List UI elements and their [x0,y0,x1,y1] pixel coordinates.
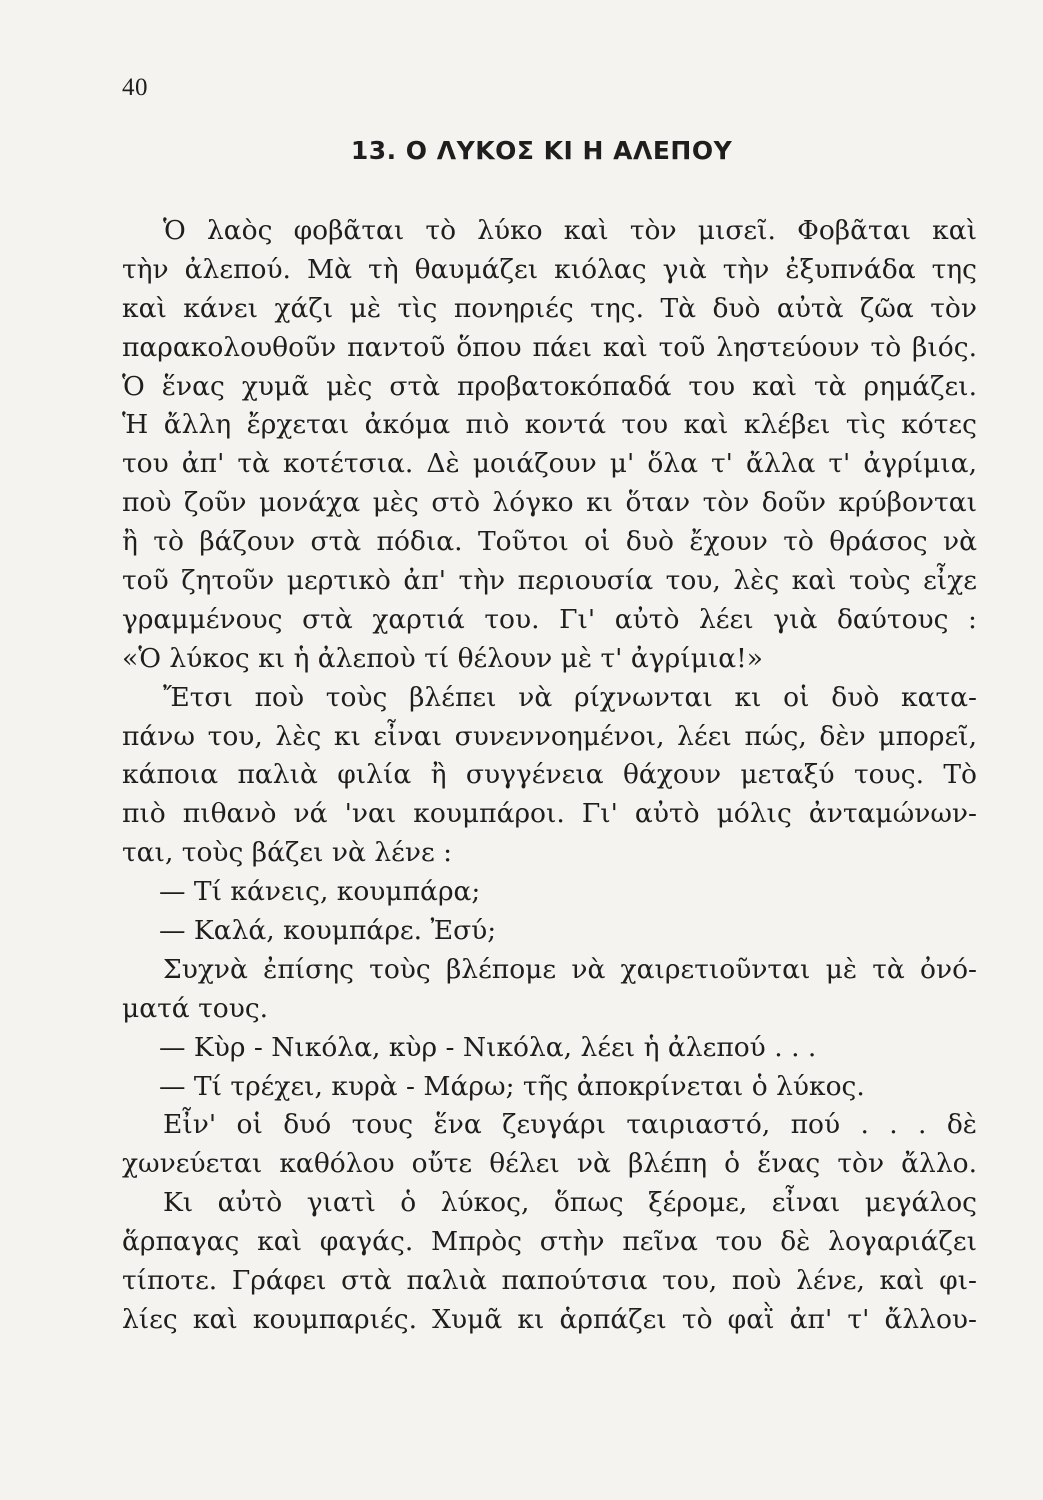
text-line: ἢ τὸ βάζουν στὰ πόδια. Τοῦτοι οἱ δυὸ ἔχουν τὸ θράσος νὰ [122,526,977,558]
text-line: — Κὺρ - Νικόλα, κὺρ - Νικόλα, λέει ἡ ἀλεπού . . . [159,1031,817,1063]
text-line: «Ὁ λύκος κι ἡ ἀλεποὺ τί θέλουν μὲ τ' ἀγρίμια!» [122,642,763,674]
text-line: Εἶν' οἱ δυό τους ἕνα ζευγάρι ταιριαστό, πού . . . δὲ [163,1109,977,1141]
text-line: Ἡ ἄλλη ἔρχεται ἀκόμα πιὸ κοντά του καὶ κλέβει τὶς κότες [122,409,977,441]
chapter-title: 13. Ο ΛΥΚΟΣ ΚΙ Η ΑΛΕΠΟΥ [350,136,733,165]
text-line: Συχνὰ ἐπίσης τοὺς βλέπομε νὰ χαιρετιοῦνται μὲ τὰ ὀνό- [163,953,977,985]
text-line: ματά τους. [122,992,269,1024]
text-line: — Τί κάνεις, κουμπάρα; [159,876,481,908]
text-line: πιὸ πιθανὸ νά 'ναι κουμπάροι. Γι' αὐτὸ μόλις ἀνταμώνων- [122,798,977,830]
page-number: 40 [122,74,148,101]
text-line: ἅρπαγας καὶ φαγάς. Μπρὸς στὴν πεῖνα του δὲ λογαριάζει [122,1226,977,1258]
text-line: πάνω του, λὲς κι εἶναι συνεννοημένοι, λέει πώς, δὲν μπορεῖ, [122,720,977,752]
text-line: ται, τοὺς βάζει νὰ λένε : [122,837,453,869]
text-line: Ὁ λαὸς φοβᾶται τὸ λύκο καὶ τὸν μισεῖ. Φοβᾶται καὶ [163,215,977,246]
text-line: τοῦ ζητοῦν μερτικὸ ἀπ' τὴν περιουσία του, λὲς καὶ τοὺς εἶχε [122,565,977,597]
text-line: ποὺ ζοῦν μονάχα μὲς στὸ λόγκο κι ὅταν τὸν δοῦν κρύβονται [122,487,977,519]
text-line: χωνεύεται καθόλου οὔτε θέλει νὰ βλέπη ὁ ἕνας τὸν ἄλλο. [122,1148,977,1180]
text-line: Κι αὐτὸ γιατὶ ὁ λύκος, ὅπως ξέρομε, εἶναι μεγάλος [163,1187,977,1219]
text-line: τίποτε. Γράφει στὰ παλιὰ παπούτσια του, ποὺ λένε, καὶ φι- [122,1265,977,1297]
text-body [122,212,977,1340]
text-line: — Καλά, κουμπάρε. Ἐσύ; [159,915,497,947]
text-line: καὶ κάνει χάζι μὲ τὶς πονηριές της. Τὰ δυὸ αὐτὰ ζῶα τὸν [122,292,977,324]
text-line: λίες καὶ κουμπαριές. Χυμᾶ κι ἁρπάζει τὸ φαῒ ἀπ' τ' ἄλλου- [122,1303,977,1335]
text-line: — Τί τρέχει, κυρὰ - Μάρω; τῆς ἀποκρίνεται ὁ λύκος. [159,1070,865,1102]
text-line: του ἀπ' τὰ κοτέτσια. Δὲ μοιάζουν μ' ὅλα τ' ἄλλα τ' ἀγρίμια, [122,448,977,480]
text-line: Ἔτσι ποὺ τοὺς βλέπει νὰ ρίχνωνται κι οἱ δυὸ κατα- [163,681,977,713]
text-line: γραμμένους στὰ χαρτιά του. Γι' αὐτὸ λέει γιὰ δαύτους : [122,603,977,635]
text-line: παρακολουθοῦν παντοῦ ὅπου πάει καὶ τοῦ ληστεύουν τὸ βιός. [122,331,977,363]
text-line: τὴν ἀλεπού. Μὰ τὴ θαυμάζει κιόλας γιὰ τὴν ἐξυπνάδα της [122,253,977,285]
text-line: Ὁ ἕνας χυμᾶ μὲς στὰ προβατοκόπαδά του καὶ τὰ ρημάζει. [122,370,977,402]
text-line: κάποια παλιὰ φιλία ἢ συγγένεια θάχουν μεταξύ τους. Τὸ [122,759,977,791]
